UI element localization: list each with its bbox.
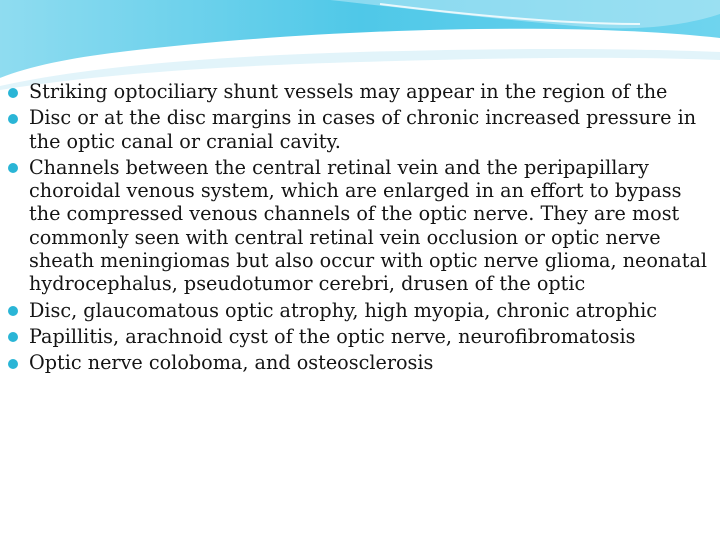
header-wave-decoration [0, 0, 720, 90]
bullet-dot-icon [8, 306, 18, 316]
bullet-list [8, 80, 712, 378]
bullet-text: Disc or at the disc margins in cases of chronic increased pressure in the optic canal or cranial cavity. [29, 106, 697, 153]
bullet-item [8, 156, 712, 296]
bullet-dot-icon [8, 359, 18, 369]
bullet-dot-icon [8, 163, 18, 173]
bullet-text: Optic nerve coloboma, and osteosclerosis [29, 351, 434, 375]
bullet-item [8, 299, 712, 322]
bullet-dot-icon [8, 114, 18, 124]
bullet-item [8, 80, 712, 103]
bullet-text: Papillitis, arachnoid cyst of the optic nerve, neurofibromatosis [29, 324, 636, 348]
bullet-text: Striking optociliary shunt vessels may appear in the region of the [29, 80, 668, 103]
bullet-item [8, 106, 712, 153]
bullet-text: Channels between the central retinal vein and the peripapillary choroidal venous system, which are enlarged in an effort to bypass the compressed venous channels of the optic nerve. They are most commonly seen with central retinal vein occlusion or optic nerve sheath meningiomas but also occur with optic nerve glioma, neonatal hydrocephalus, pseudotumor cerebri, drusen of the optic [29, 155, 708, 296]
bullet-item [8, 351, 712, 374]
bullet-dot-icon [8, 332, 18, 342]
bullet-dot-icon [8, 88, 18, 98]
bullet-item [8, 325, 712, 348]
bullet-text: Disc, glaucomatous optic atrophy, high myopia, chronic atrophic [29, 298, 657, 322]
